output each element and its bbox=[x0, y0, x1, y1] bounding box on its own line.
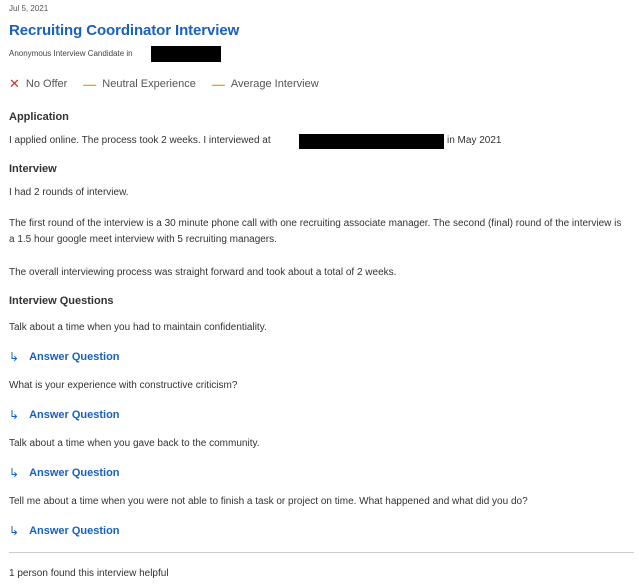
badge-label: No Offer bbox=[25, 78, 68, 90]
reply-arrow-icon: ↳ bbox=[9, 466, 20, 480]
reply-arrow-icon: ↳ bbox=[9, 408, 20, 422]
question-text: Tell me about a time when you were not able to finish a task or project on time. What happened and what did you do? bbox=[9, 496, 528, 507]
candidate-label: Anonymous Interview Candidate in bbox=[9, 49, 133, 58]
badge-no-offer bbox=[9, 76, 67, 92]
dash-icon: — bbox=[83, 76, 97, 92]
answer-question-link[interactable] bbox=[9, 408, 120, 422]
helpful-count: 1 person found this interview helpful bbox=[9, 568, 169, 579]
reply-arrow-icon: ↳ bbox=[9, 350, 20, 364]
interview-paragraph: The overall interviewing process was straight forward and took about a total of 2 weeks. bbox=[9, 267, 397, 278]
badge-label: Average Interview bbox=[230, 78, 319, 90]
question-text: What is your experience with constructive criticism? bbox=[9, 380, 238, 391]
outcome-badges bbox=[9, 76, 335, 92]
badge-neutral-experience bbox=[83, 77, 196, 92]
review-title[interactable]: Recruiting Coordinator Interview bbox=[9, 22, 240, 39]
answer-question-label[interactable]: Answer Question bbox=[29, 351, 120, 363]
review-date: Jul 5, 2021 bbox=[9, 4, 49, 13]
application-heading: Application bbox=[9, 111, 69, 123]
answer-question-link[interactable] bbox=[9, 350, 120, 364]
answer-question-label[interactable]: Answer Question bbox=[29, 409, 120, 421]
badge-average-interview bbox=[212, 77, 319, 92]
dash-icon: — bbox=[211, 76, 225, 92]
reply-arrow-icon: ↳ bbox=[9, 524, 20, 538]
answer-question-label[interactable]: Answer Question bbox=[29, 467, 120, 479]
answer-question-label[interactable]: Answer Question bbox=[29, 525, 120, 537]
redacted-company bbox=[299, 134, 444, 149]
application-text-before: I applied online. The process took 2 weeks. I interviewed at bbox=[9, 135, 271, 146]
divider bbox=[9, 552, 634, 553]
interview-heading: Interview bbox=[9, 163, 57, 175]
interview-paragraph: The first round of the interview is a 30 minute phone call with one recruiting associate manager. The second (final) round of the interview is a 1.5 hour google meet interview with 5 recruiting managers. bbox=[9, 218, 622, 245]
answer-question-link[interactable] bbox=[9, 466, 120, 480]
question-text: Talk about a time when you gave back to the community. bbox=[9, 438, 260, 449]
interview-paragraph: I had 2 rounds of interview. bbox=[9, 187, 129, 198]
interview-questions-heading: Interview Questions bbox=[9, 295, 114, 307]
answer-question-link[interactable] bbox=[9, 524, 120, 538]
badge-label: Neutral Experience bbox=[102, 78, 196, 90]
x-icon: ✕ bbox=[9, 76, 20, 91]
redacted-location bbox=[151, 46, 221, 62]
application-text-after: in May 2021 bbox=[447, 135, 502, 146]
question-text: Talk about a time when you had to maintain confidentiality. bbox=[9, 322, 267, 333]
